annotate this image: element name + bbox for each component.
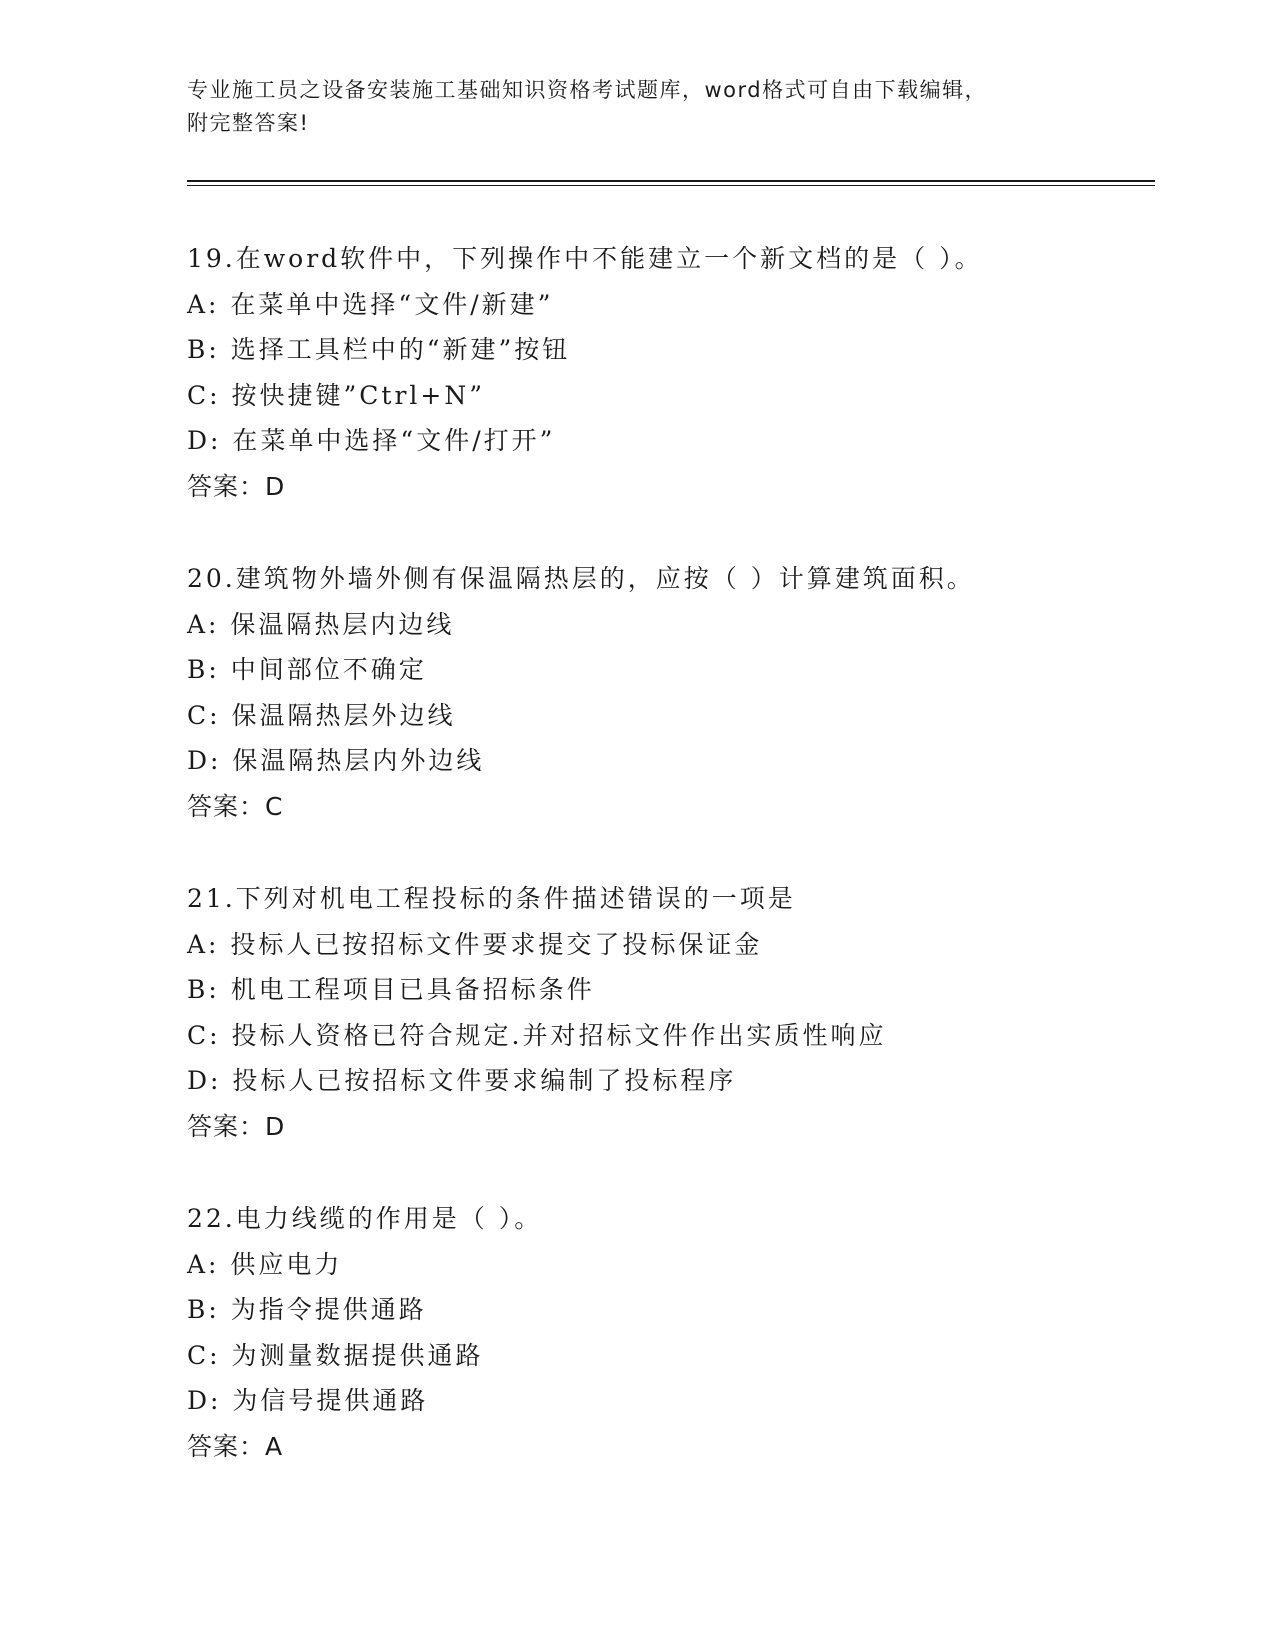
option-a: A: 保温隔热层内边线 [187, 609, 455, 639]
document-header [187, 74, 1087, 140]
option-d: D: 保温隔热层内外边线 [187, 746, 485, 776]
option-a: A: 投标人已按招标文件要求提交了投标保证金 [187, 929, 763, 959]
answer-line: 答案：D [187, 1111, 286, 1141]
option-a: A: 供应电力 [187, 1249, 343, 1279]
question-text: 20.建筑物外墙外侧有保温隔热层的，应按（ ）计算建筑面积。 [187, 564, 975, 593]
option-c: C: 保温隔热层外边线 [187, 700, 456, 730]
question-22 [187, 1196, 1155, 1516]
option-d: D: 在菜单中选择“文件/打开” [187, 426, 556, 456]
option-d: D: 投标人已按招标文件要求编制了投标程序 [187, 1066, 737, 1096]
option-c: C: 投标人资格已符合规定.并对招标文件作出实质性响应 [187, 1020, 887, 1050]
answer-line: 答案：D [187, 471, 286, 501]
answer-line: 答案：C [187, 791, 284, 821]
header-line-1: 专业施工员之设备安装施工基础知识资格考试题库，word格式可自由下载编辑， [187, 78, 988, 102]
question-list [187, 236, 1155, 1516]
option-b: B: 中间部位不确定 [187, 655, 427, 685]
question-text: 22.电力线缆的作用是（ ）。 [187, 1204, 543, 1233]
option-c: C: 按快捷键”Ctrl+N” [187, 380, 486, 410]
option-b: B: 机电工程项目已具备招标条件 [187, 975, 595, 1005]
option-d: D: 为信号提供通路 [187, 1386, 429, 1416]
question-20 [187, 556, 1155, 876]
header-divider-thick [187, 180, 1155, 182]
question-text: 21.下列对机电工程投标的条件描述错误的一项是 [187, 884, 796, 913]
option-b: B: 为指令提供通路 [187, 1295, 427, 1325]
question-text: 19.在word软件中，下列操作中不能建立一个新文档的是（ ）。 [187, 244, 983, 273]
header-line-2: 附完整答案! [187, 111, 310, 135]
question-21 [187, 876, 1155, 1196]
option-c: C: 为测量数据提供通路 [187, 1340, 484, 1370]
question-19 [187, 236, 1155, 556]
answer-line: 答案：A [187, 1431, 284, 1461]
option-b: B: 选择工具栏中的“新建”按钮 [187, 335, 571, 365]
header-divider-thin [187, 185, 1155, 186]
option-a: A: 在菜单中选择“文件/新建” [187, 289, 554, 319]
